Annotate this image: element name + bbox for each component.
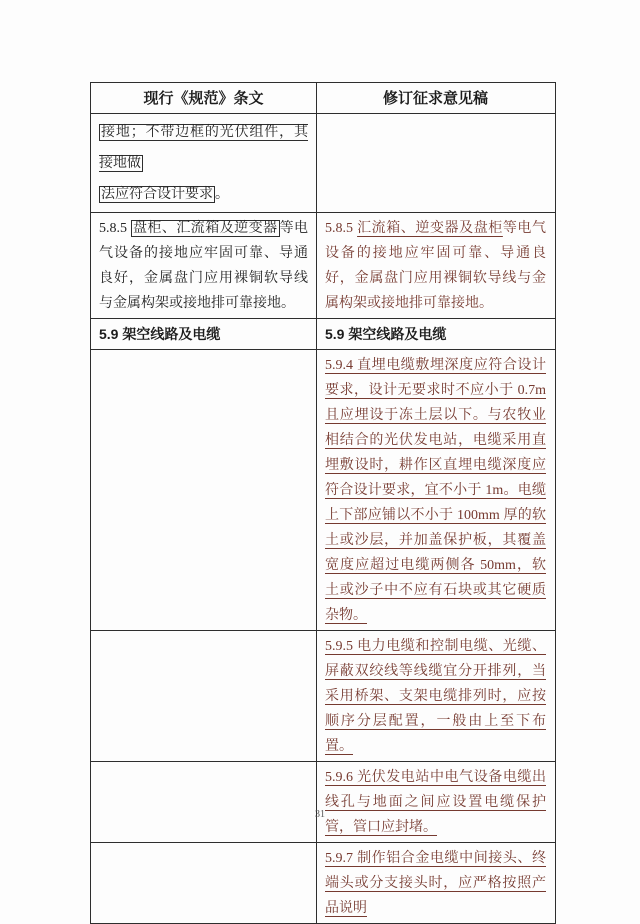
comparison-table (90, 82, 556, 924)
table-row (91, 319, 555, 350)
current-spec-empty-cell (91, 631, 317, 761)
column-header-revision-draft: 修订征求意见稿 (382, 89, 488, 107)
current-spec-empty-cell (91, 843, 317, 923)
table-row (91, 213, 555, 319)
boxed-deleted-text: 接地；不带边框的光伏组件，其接地做 (99, 125, 308, 171)
revision-empty-cell (317, 114, 554, 212)
current-spec-empty-cell (91, 350, 317, 630)
clause-text: 等电气设备的接地应牢固可靠、导通良好，金属盘门应用裸铜软导线与金属构架或接地排可靠接地。 (99, 221, 309, 311)
current-spec-clause-585 (91, 213, 317, 318)
clause-period: 。 (215, 187, 229, 202)
revision-clause-595 (317, 631, 554, 761)
clause-number: 5.8.5 (99, 221, 131, 236)
table-row (91, 114, 555, 213)
table-row (91, 631, 555, 762)
current-spec-empty-cell (91, 762, 317, 842)
current-spec-continued-clause (91, 114, 317, 212)
revision-clause-585 (317, 213, 554, 318)
revision-clause-597 (317, 843, 554, 923)
table-row (91, 843, 555, 923)
clause-text: 等电气设备的接地应牢固可靠、导通良好，金属盘门应用裸铜软导线与金属构架或接地排可靠接地。 (325, 221, 547, 311)
column-header-current-spec: 现行《规范》条文 (91, 83, 317, 113)
boxed-deleted-text: 法应符合设计要求 (101, 187, 213, 202)
boxed-deleted-text: 盘柜、汇流箱及逆变器 (132, 221, 278, 236)
revision-clause-594 (317, 350, 554, 630)
underlined-inserted-text: 5.9.7 制作铝合金电缆中间接头、终端头或分支接头时，应严格按照产品说明 (325, 851, 546, 916)
underlined-inserted-text: 5.9.6 光伏发电站中电气设备电缆出线孔与地面之间应设置电缆保护管，管口应封堵。 (325, 770, 546, 835)
underlined-inserted-text: 5.9.4 直埋电缆敷埋深度应符合设计要求，设计无要求时不应小于 0.7m 且应埋设于冻土层以下。与农牧业相结合的光伏发电站，电缆采用直埋敷设时，耕作区直埋电缆深度应符合设计要求，宜不小于 1m。电缆上下部应铺以不小于 100mm 厚的软土或沙层，并加盖保护板，其覆盖宽度应超过电缆两侧各 50mm，软土或沙子中不应有石块或其它硬质杂物。 (325, 358, 546, 623)
current-spec-section-59-heading: 5.9 架空线路及电缆 (91, 319, 317, 349)
table-row (91, 350, 555, 631)
table-row (91, 762, 555, 843)
revision-section-59-heading: 5.9 架空线路及电缆 (325, 326, 447, 342)
clause-number: 5.8.5 (325, 221, 358, 236)
underlined-inserted-text: 5.9.5 电力电缆和控制电缆、光缆、屏蔽双绞线等线缆宜分开排列，当采用桥架、支架电缆排列时，应按顺序分层配置，一般由上至下布置。 (325, 639, 546, 754)
underlined-inserted-text: 汇流箱、逆变器及盘柜 (357, 221, 503, 236)
page-number: 31 (315, 809, 325, 820)
table-header-row (91, 83, 555, 114)
revision-clause-596 (317, 762, 554, 842)
